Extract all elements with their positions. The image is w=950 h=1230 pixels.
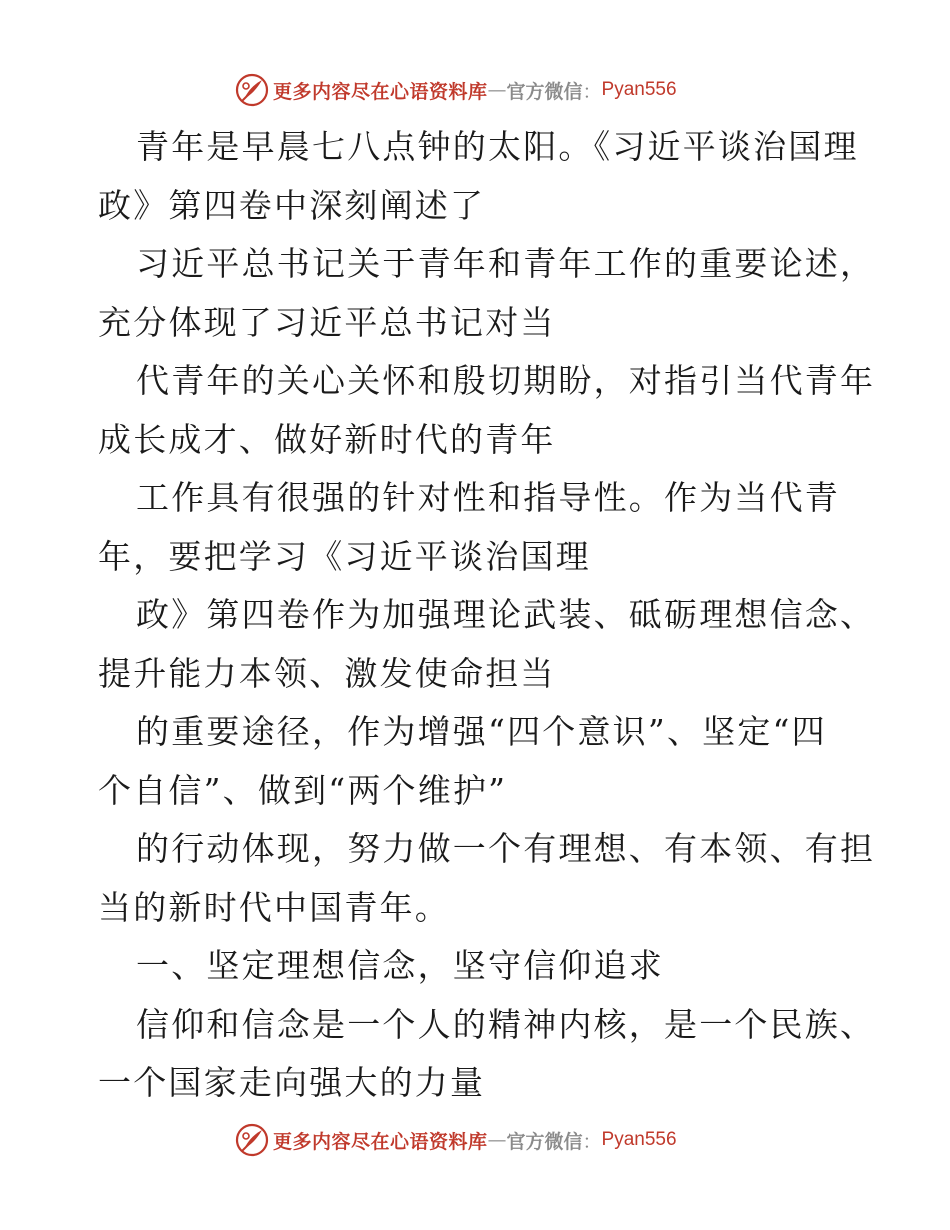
text-line: 习近平总书记关于青年和青年工作的重要论述，	[136, 244, 876, 283]
watermark-wechat-label: 官方微信	[506, 80, 583, 103]
watermark-colon: ：	[582, 80, 602, 103]
quill-pen-logo-icon	[235, 1123, 269, 1157]
text-line: 政》第四卷中深刻阐述了	[98, 185, 486, 225]
text-line: 充分体现了习近平总书记对当	[98, 302, 556, 342]
text-line: 青年是早晨七八点钟的太阳。《习近平谈治国理	[136, 127, 859, 166]
watermark-brand-text: 更多内容尽在心语资料库	[273, 1130, 488, 1153]
watermark-dash: —	[487, 1129, 507, 1151]
section-heading: 一、坚定理想信念，坚守信仰追求	[136, 946, 664, 985]
watermark-wechat-label: 官方微信	[506, 1130, 583, 1153]
text-line: 当的新时代中国青年。	[98, 887, 450, 927]
text-line: 代青年的关心关怀和殷切期盼，对指引当代青年	[136, 361, 876, 400]
text-line: 信仰和信念是一个人的精神内核，是一个民族、	[136, 1004, 876, 1044]
text-line: 工作具有很强的针对性和指导性。作为当代青	[136, 478, 840, 517]
text-line: 提升能力本领、激发使命担当	[98, 653, 556, 693]
text-line: 成长成才、做好新时代的青年	[98, 419, 556, 459]
text-line: 年，要把学习《习近平谈治国理	[98, 536, 591, 576]
text-line: 的行动体现，努力做一个有理想、有本领、有担	[136, 829, 876, 868]
document-body	[98, 118, 876, 1113]
header-watermark	[235, 72, 715, 108]
text-line: 政》第四卷作为加强理论武装、砥砺理想信念、	[136, 595, 876, 634]
watermark-dash: —	[487, 79, 507, 101]
footer-watermark	[235, 1122, 715, 1158]
watermark-brand-text: 更多内容尽在心语资料库	[273, 80, 488, 103]
watermark-wechat-id: Pyan556	[601, 79, 677, 100]
text-line: 一个国家走向强大的力量	[98, 1063, 486, 1102]
quill-pen-logo-icon	[235, 73, 269, 107]
text-line: 的重要途径，作为增强“四个意识”、坚定“四	[136, 712, 827, 751]
watermark-wechat-id: Pyan556	[601, 1129, 677, 1150]
text-line: 个自信”、做到“两个维护”	[98, 770, 508, 810]
watermark-colon: ：	[582, 1130, 602, 1153]
